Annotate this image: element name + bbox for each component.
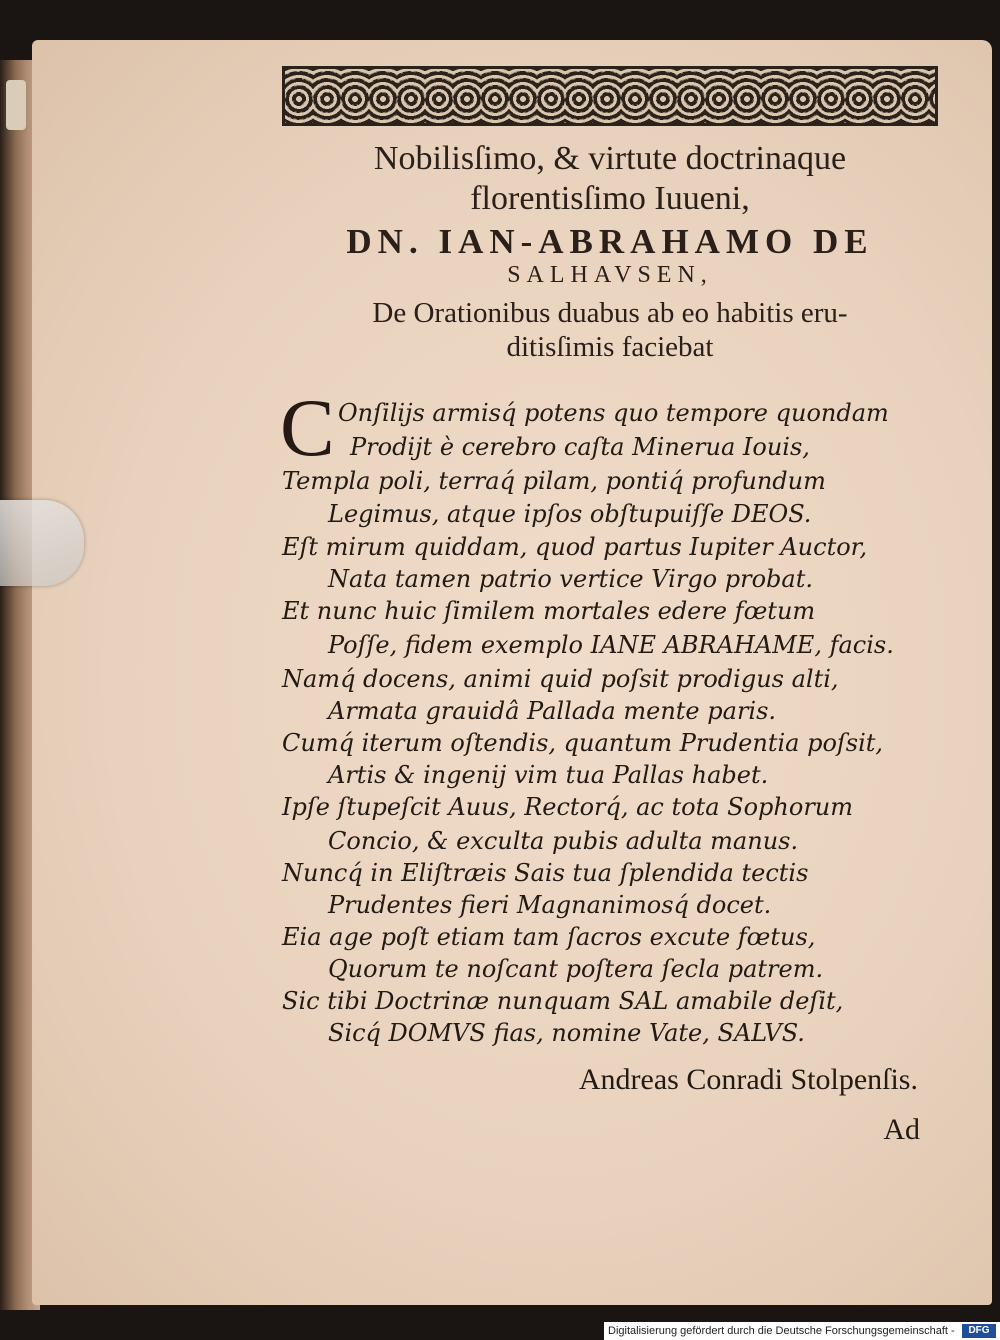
verse-line: Ipſe ſtupeſcit Auus, Rectorq́, ac tota Sophorum <box>282 793 854 821</box>
heading-line-1: Nobilisſimo, & virtute doctrinaque <box>373 140 847 177</box>
catchword: Ad <box>883 1113 920 1146</box>
verse-line: Eſt mirum quiddam, quod partus Iupiter Auctor, <box>282 533 868 561</box>
verse-line: Poſſe, fidem exemplo IANE ABRAHAME, facis. <box>328 631 894 659</box>
verse-line: Concio, & exculta pubis adulta manus. <box>328 827 799 855</box>
drop-capital: C <box>280 382 335 473</box>
heading-line-6: ditisſimis faciebat <box>506 331 714 363</box>
verse-line: Onſilijs armisq́ potens quo tempore quondam <box>338 399 889 427</box>
verse-line: Prudentes fieri Magnanimosq́ docet. <box>328 891 772 919</box>
verse-line: Legimus, atque ipſos obſtupuiſſe DEOS. <box>328 500 812 528</box>
author-signature: Andreas Conradi Stolpenſis. <box>578 1063 918 1096</box>
heading-line-2: florentisſimo Iuueni, <box>470 180 750 217</box>
verse-line: Artis & ingenij vim tua Pallas habet. <box>328 761 769 789</box>
verse-line: Cumq́ iterum oſtendis, quantum Prudentia poſsit, <box>282 729 884 757</box>
verse-line: Prodijt è cerebro caſta Minerua Iouis, <box>350 433 810 461</box>
verse-line: Sic tibi Doctrinæ nunquam SAL amabile deſit, <box>282 987 844 1015</box>
verse-line: Namq́ docens, animi quid poſsit prodigus alti, <box>282 665 839 693</box>
heading-surname-line: SALHAVSEN, <box>507 262 713 288</box>
ornament-header-band <box>282 66 938 126</box>
verse-line: Eia age poſt etiam tam ſacros excute fœtus, <box>282 923 816 951</box>
verse-line: Armata grauidâ Pallada mente paris. <box>328 697 777 725</box>
verse-line: Templa poli, terraq́ pilam, pontiq́ profundum <box>282 467 826 495</box>
verse-line: Quorum te noſcant poſtera ſecla patrem. <box>328 955 824 983</box>
verse-line: Nuncq́ in Eliſtræis Sais tua ſplendida tectis <box>282 859 809 887</box>
heading-name-line: DN. IAN-ABRAHAMO DE <box>346 222 874 261</box>
verse-line: Et nunc huic ſimilem mortales edere fœtum <box>282 597 816 625</box>
verse-line: Nata tamen patrio vertice Virgo probat. <box>328 565 813 593</box>
page-clip <box>0 500 84 586</box>
footer-credit: Digitalisierung gefördert durch die Deutsche Forschungsgemeinschaft - <box>608 1325 955 1337</box>
verse-line: Sicq́ DOMVS fias, nomine Vate, SALVS. <box>328 1019 805 1047</box>
heading-line-5: De Orationibus duabus ab eo habitis eru- <box>372 297 848 329</box>
dfg-logo: DFG <box>962 1324 996 1338</box>
clasp-knob <box>6 80 26 130</box>
